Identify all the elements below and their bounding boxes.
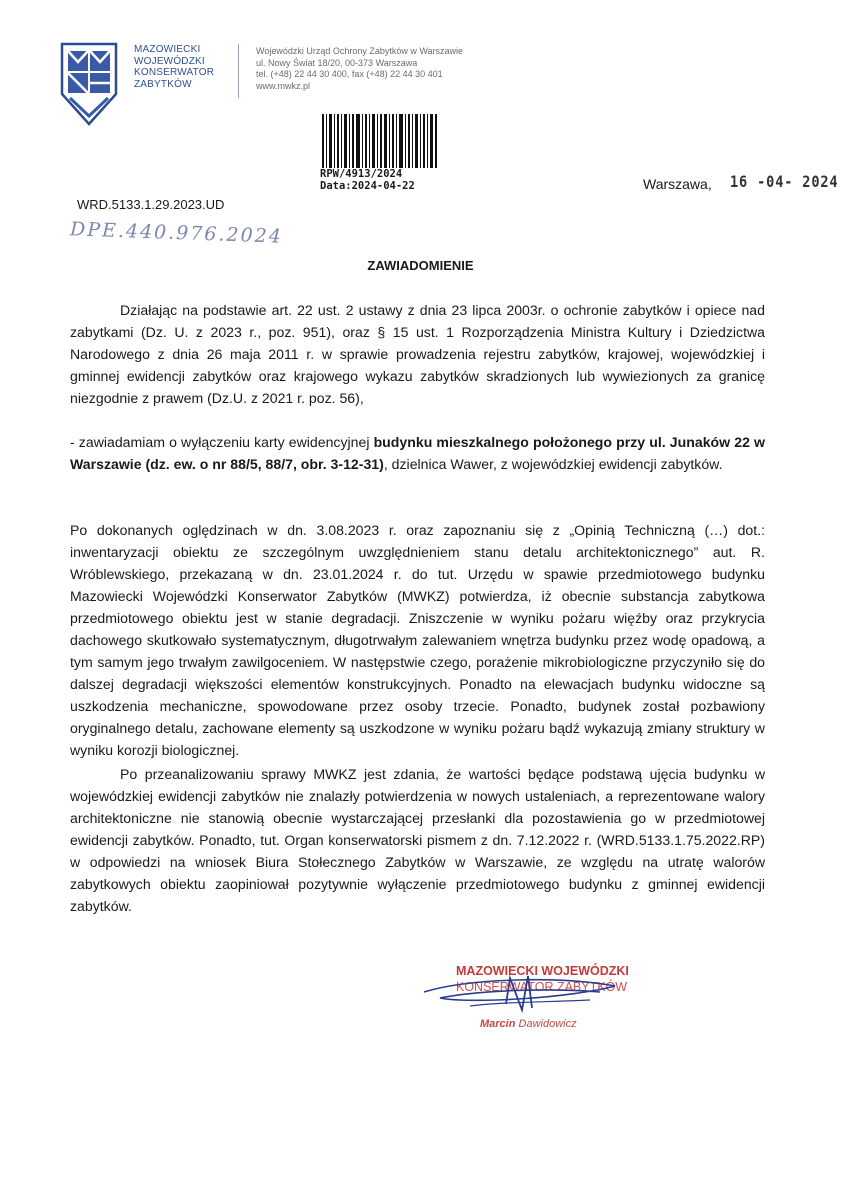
rpw-number: RPW/4913/2024 bbox=[320, 168, 403, 180]
handwritten-signature-icon bbox=[410, 958, 630, 1038]
signatory-first-name: Marcin bbox=[480, 1018, 516, 1030]
org-name-line: WOJEWÓDZKI bbox=[134, 55, 205, 67]
paragraph-legal-basis: Działając na podstawie art. 22 ust. 2 ustawy z dnia 23 lipca 2003r. o ochronie zabytków i opiece nad zabytkami (Dz. U. z 2023 r., poz. 951), oraz § 15 ust. 1 Rozporządzenia Ministra Kultury i Dziedzictwa Narodowego z dnia 26 maja 2011 r. w sprawie prowadzenia rejestru zabytków, krajowej, wojewódzkiej i gminnej ewidencji zabytków oraz krajowego wykazu zabytków skradzionych lub wywiezionych za granicę niezgodnie z prawem (Dz.U. z 2021 r. poz. 56), bbox=[70, 302, 765, 406]
header-divider bbox=[238, 44, 239, 98]
office-website: www.mwkz.pl bbox=[256, 80, 311, 91]
org-name-line: KONSERWATOR bbox=[134, 67, 215, 78]
place-of-issue: Warszawa, bbox=[643, 176, 712, 192]
rpw-date: Data:2024-04-22 bbox=[320, 180, 415, 192]
notification-lead: - zawiadamiam o wyłączeniu karty ewidencyjnej bbox=[70, 434, 374, 450]
office-phone: tel. (+48) 22 44 30 400, fax (+48) 22 44 30 401 bbox=[256, 69, 443, 79]
paragraph-notification bbox=[70, 431, 765, 475]
paragraph-inspection: Po dokonanych oględzinach w dn. 3.08.2023 r. oraz zapoznaniu się z „Opinią Techniczną (…) dot.: inwentaryzacji obiektu ze szczególnym uwzględnieniem stanu detalu architektonicznego” aut. R. Wróblewskiego, przekazaną w dn. 23.01.2024 r. do tut. Urzędu w spawie przedmiotowego budynku Mazowiecki Wojewódzki Konserwator Zabytków (MWKZ) potwierdza, iż obecnie substancja zabytkowa przedmiotowego obiektu jest w stanie degradacji. Zniszczenie w wyniku pożaru więźby oraz przykrycia dachowego skutkowało systematycznym, długotrwałym zalewaniem wnętrza budynku przez wodę opadową, a tym samym jego trwałym zawilgoceniem. W następstwie czego, porażenie mikrobiologiczne przyczyniło się do dalszej degradacji większości elementów konstrukcyjnych. Ponadto na elewacjach budynku widoczne są uszkodzenia mechaniczne, spowodowane przez osoby trzecie. Ponadto, budynek został pozbawiony oryginalnego detalu, zachowane elementy są uszkodzone w wyniku pożaru bądź wykazują zmiany struktury w wyniku korozji biologicznej. bbox=[70, 522, 765, 758]
document-title: ZAWIADOMIENIE bbox=[367, 258, 474, 273]
org-name-line: MAZOWIECKI bbox=[134, 44, 201, 55]
handwritten-reference: DPE.440.976.2024 bbox=[69, 218, 284, 248]
paragraph-conclusion: Po przeanalizowaniu sprawy MWKZ jest zdania, że wartości będące podstawą ujęcia budynku w wojewódzkiej ewidencji zabytków nie znalazły potwierdzenia w nowych ustaleniach, a reprezentowane walory architektoniczne nie stanowią obecnie wystarczającej przesłanki dla pozostawienia go w przedmiotowej ewidencji zabytków. Ponadto, tut. Organ konserwatorski pismem z dn. 7.12.2022 r. (WRD.5133.1.75.2022.RP) w odpowiedzi na wniosek Biura Stołecznego Zabytków w Warszawie, ze względu na utratę walorów zabytkowych obiektu zaopiniował pozytywnie wyłączenie przedmiotowego budynku z gminnej ewidencji zabytków. bbox=[70, 766, 765, 914]
office-name: Wojewódzki Urząd Ochrony Zabytków w Warszawie bbox=[256, 46, 464, 56]
organization-name bbox=[134, 44, 234, 90]
mwkz-logo-icon bbox=[60, 42, 118, 126]
building-designation: budynku mieszkalnego położonego przy ul. Junaków 22 w Warszawie (dz. ew. o nr 88/5, 88/7, obr. 3-12-31) bbox=[70, 434, 765, 472]
date-stamp: 16 -04- 2024 bbox=[730, 172, 839, 191]
office-address: ul. Nowy Świat 18/20, 00-373 Warszawa bbox=[256, 57, 418, 68]
signatory-last-name: Dawidowicz bbox=[518, 1018, 577, 1030]
seal-line-2: KONSERWATOR ZABYTKÓW bbox=[456, 980, 628, 994]
official-seal bbox=[410, 958, 630, 1038]
case-reference: WRD.5133.1.29.2023.UD bbox=[77, 197, 225, 212]
barcode-icon bbox=[320, 114, 440, 168]
notification-tail: , dzielnica Wawer, z wojewódzkiej ewidencji zabytków. bbox=[383, 456, 723, 472]
org-name-line: ZABYTKÓW bbox=[134, 78, 192, 90]
contact-info bbox=[256, 46, 463, 92]
seal-line-1: MAZOWIECKI WOJEWÓDZKI bbox=[456, 964, 629, 978]
registration-label bbox=[320, 114, 448, 192]
